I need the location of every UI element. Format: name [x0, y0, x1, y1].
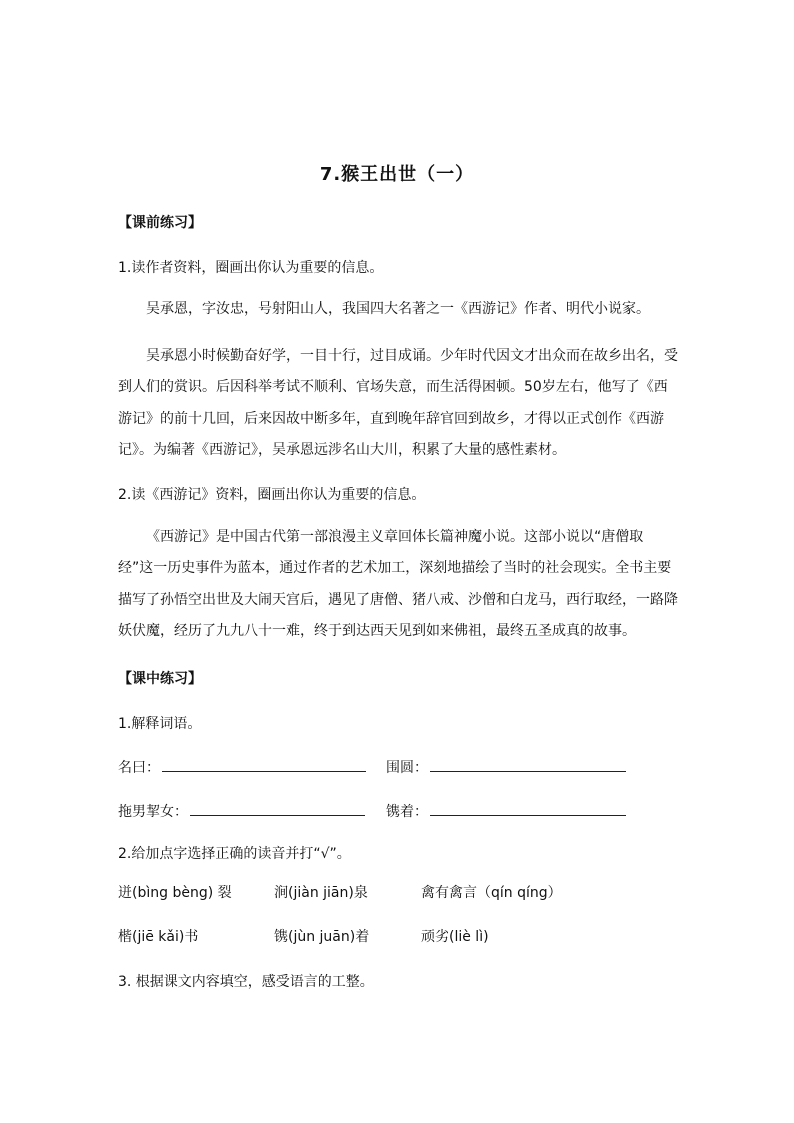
pinyin-choice-jian[interactable]: 涧(jiàn jiān)泉: [274, 885, 368, 901]
term-field-juanzhe[interactable]: [386, 801, 626, 821]
pinyin-choice-qin[interactable]: 禽有禽言（qín qíng）: [421, 885, 562, 901]
term-field-mingyue[interactable]: [118, 757, 366, 777]
pinyin-choice-kai[interactable]: 楷(jiē kǎi)书: [118, 929, 199, 945]
term-field-tuonanqienv[interactable]: [118, 801, 365, 821]
pinyin-choice-beng[interactable]: 迸(bìng bèng) 裂: [118, 885, 232, 901]
pre-question-2: 2.读《西游记》资料，圈画出你认为重要的信息。: [118, 487, 426, 503]
term-label: 名曰：: [118, 760, 160, 776]
pinyin-choice-juan[interactable]: 镌(jùn juān)着: [274, 929, 370, 945]
mid-question-2: 2.给加点字选择正确的读音并打“√”。: [118, 846, 351, 862]
pinyin-choice-lie[interactable]: 顽劣(liè lì): [421, 929, 489, 945]
author-bio-paragraph: 吴承恩小时候勤奋好学，一目十行，过目成诵。少年时代因文才出众而在故乡出名，受到人们的赏识。后因科举考试不顺利、官场失意，而生活得困顿。50岁左右，他写了《西游记》的前十几回，后来因故中断多年，直到晚年辞官回到故乡，才得以正式创作《西游记》。为编著《西游记》，吴承恩远涉名山大川，积累了大量的感性素材。: [118, 348, 678, 458]
answer-blank[interactable]: [430, 814, 626, 816]
answer-blank[interactable]: [190, 814, 365, 816]
author-intro-paragraph: 吴承恩，字汝忠，号射阳山人，我国四大名著之一《西游记》作者、明代小说家。: [146, 301, 650, 317]
mid-question-1: 1.解释词语。: [118, 716, 202, 732]
section-heading-pre: 【课前练习】: [118, 215, 202, 231]
term-label: 围圆：: [386, 760, 428, 776]
answer-blank[interactable]: [430, 770, 626, 772]
term-label: 镌着：: [386, 804, 428, 820]
section-heading-mid: 【课中练习】: [118, 671, 202, 687]
lesson-title: 7.猴王出世（一）: [319, 164, 475, 185]
journey-west-paragraph: 《西游记》是中国古代第一部浪漫主义章回体长篇神魔小说。这部小说以“唐僧取经”这一历史事件为蓝本，通过作者的艺术加工，深刻地描绘了当时的社会现实。全书主要描写了孙悟空出世及大闹天宫后，遇见了唐僧、猪八戒、沙僧和白龙马，西行取经，一路降妖伏魔，经历了九九八十一难，终于到达西天见到如来佛祖，最终五圣成真的故事。: [118, 529, 678, 639]
mid-question-3: 3. 根据课文内容填空，感受语言的工整。: [118, 974, 374, 990]
pre-question-1: 1.读作者资料，圈画出你认为重要的信息。: [118, 260, 384, 276]
term-field-weiyuan[interactable]: [386, 757, 626, 777]
term-label: 拖男挈女：: [118, 804, 188, 820]
answer-blank[interactable]: [162, 770, 366, 772]
